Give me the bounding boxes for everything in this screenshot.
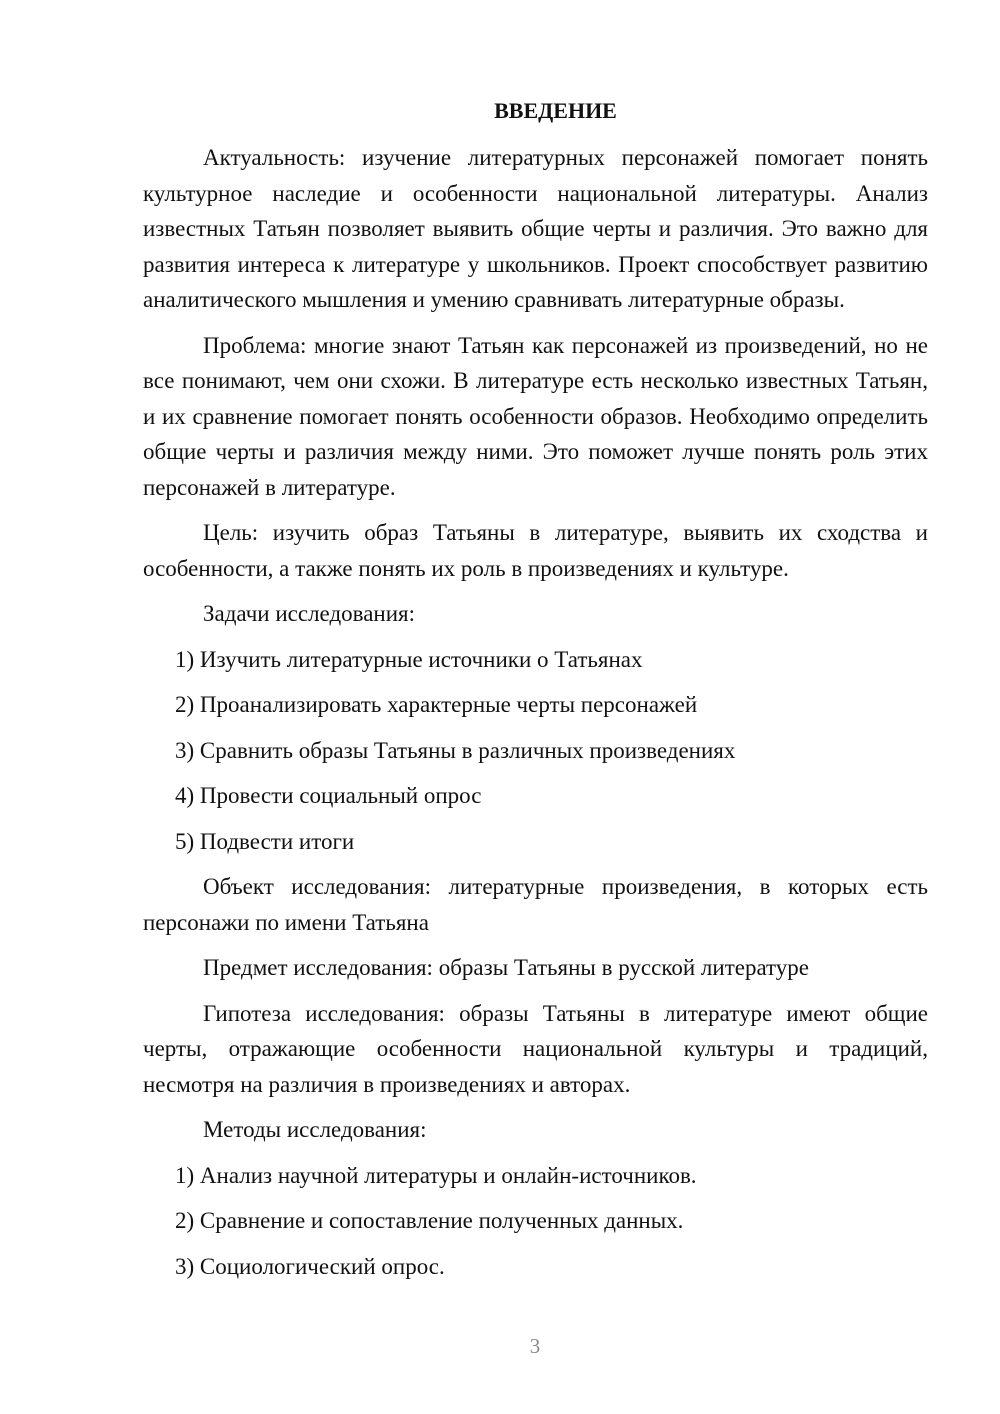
- object-paragraph: Объект исследования: литературные произведения, в которых есть персонажи по имени Татьяна: [143, 874, 928, 935]
- goal-paragraph: Цель: изучить образ Татьяны в литературе, выявить их сходства и особенности, а также понять их роль в произведениях и культуре.: [143, 520, 928, 581]
- tasks-list: [143, 642, 928, 860]
- tasks-heading: Задачи исследования:: [203, 601, 416, 626]
- subject-paragraph: Предмет исследования: образы Татьяны в русской литературе: [203, 955, 810, 980]
- task-item: 2) Проанализировать характерные черты персонажей: [175, 692, 698, 717]
- task-item: 3) Сравнить образы Татьяны в различных произведениях: [175, 737, 736, 763]
- problem-paragraph: Проблема: многие знают Татьян как персонажей из произведений, но не все понимают, чем они схожи. В литературе есть несколько известных Татьян, и их сравнение помогает понять особенности образов. Необходимо определить общие черты и различия между ними. Это поможет лучше понять роль этих персонажей в литературе.: [143, 332, 928, 500]
- method-item: 1) Анализ научной литературы и онлайн-источников.: [175, 1162, 697, 1188]
- task-item: 4) Провести социальный опрос: [175, 783, 482, 808]
- method-item: 3) Социологический опрос.: [175, 1253, 445, 1279]
- methods-list: [143, 1158, 928, 1285]
- page-content: [143, 95, 928, 1294]
- page-number: 3: [529, 1334, 541, 1358]
- task-item: 5) Подвести итоги: [175, 828, 355, 854]
- methods-heading: Методы исследования:: [203, 1117, 427, 1142]
- task-item: 1) Изучить литературные источники о Татьянах: [175, 646, 643, 672]
- hypothesis-paragraph: Гипотеза исследования: образы Татьяны в литературе имеют общие черты, отражающие особенности национальной культуры и традиций, несмотря на различия в произведениях и авторах.: [143, 1000, 928, 1097]
- relevance-paragraph: Актуальность: изучение литературных персонажей помогает понять культурное наследие и особенности национальной литературы. Анализ известных Татьян позволяет выявить общие черты и различия. Это важно для развития интереса к литературе у школьников. Проект способствует развитию аналитического мышления и умению сравнивать литературные образы.: [143, 145, 928, 312]
- page-title: ВВЕДЕНИЕ: [494, 98, 617, 123]
- method-item: 2) Сравнение и сопоставление полученных данных.: [175, 1208, 684, 1233]
